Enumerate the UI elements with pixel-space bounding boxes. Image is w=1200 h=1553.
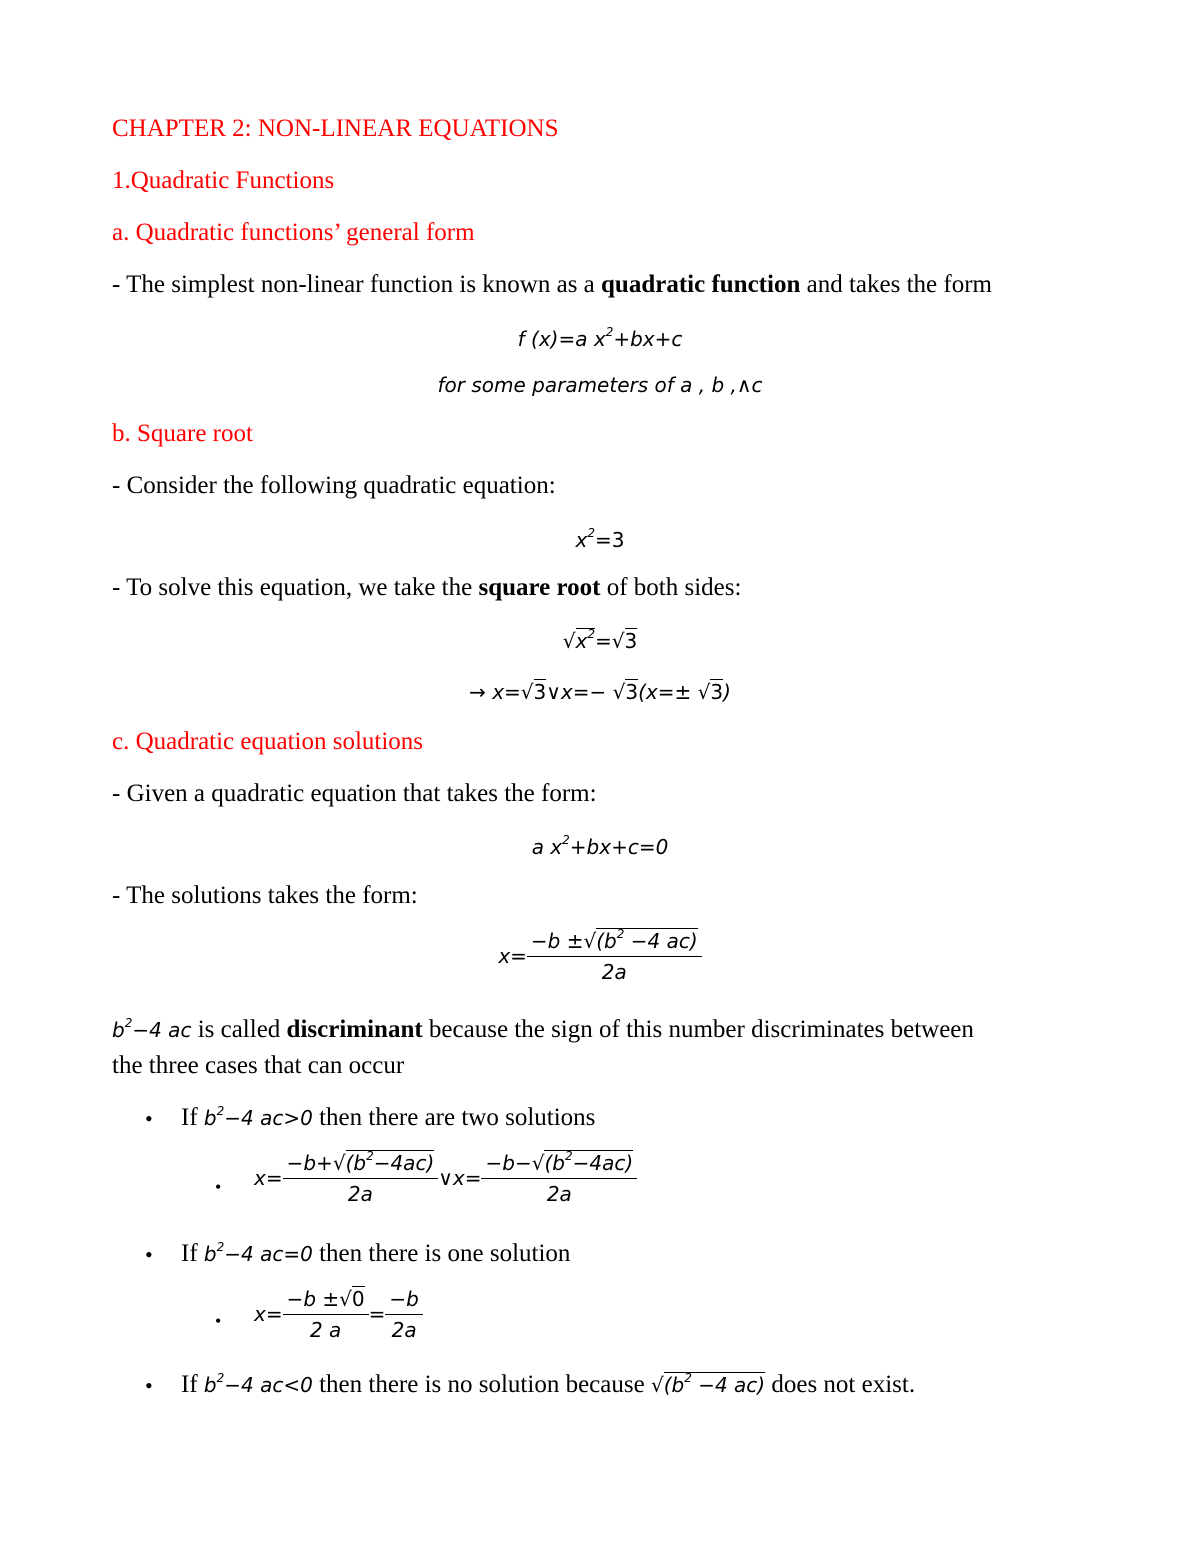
exponent: 2 <box>587 627 595 642</box>
eq-part: x= <box>254 1302 283 1326</box>
exponent: 2 <box>605 325 614 340</box>
eq-part: 0 <box>351 1287 365 1311</box>
fraction <box>283 1150 439 1206</box>
eq-part: −4 ac<0 <box>224 1373 313 1397</box>
denominator: 2a <box>546 1182 572 1206</box>
equation-sqrt-both-sides <box>0 626 1200 656</box>
condition <box>204 1242 313 1266</box>
quadratic-formula <box>0 928 1200 984</box>
bullet-icon: • <box>145 1242 153 1267</box>
eq-part: b <box>203 1373 217 1397</box>
denominator: 2 a <box>309 1318 342 1342</box>
radical-sign: √ <box>583 929 597 953</box>
radical-sign: √ <box>650 1373 664 1397</box>
numerator <box>481 1150 637 1179</box>
paragraph-discriminant-line2: the three cases that can occur <box>112 1052 405 1079</box>
case-two-solutions <box>181 1103 595 1133</box>
subheading-general-form: a. Quadratic functions’ general form <box>112 219 475 246</box>
fraction <box>527 928 702 984</box>
subheading-solutions: c. Quadratic equation solutions <box>112 728 424 755</box>
eq-part: 3 <box>625 680 639 704</box>
text: If <box>181 1371 204 1398</box>
numerator: −b <box>385 1286 422 1315</box>
eq-part: 3 <box>533 680 547 704</box>
case-no-solution <box>181 1370 915 1400</box>
text: then there are two solutions <box>312 1104 596 1131</box>
discriminant-expr <box>112 1018 191 1042</box>
bold-term: quadratic function <box>601 271 801 298</box>
eq-part: x= <box>254 1166 283 1190</box>
eq-part: =3 <box>595 528 625 552</box>
eq-part: −b ± <box>286 1287 340 1311</box>
bold-term: square root <box>478 574 601 601</box>
exponent: 2 <box>216 1104 225 1119</box>
equation-standard-form <box>0 832 1200 862</box>
eq-part: −4ac) <box>373 1151 435 1175</box>
exponent: 2 <box>587 526 595 541</box>
paragraph-simplest-function <box>112 270 992 300</box>
denominator: 2a <box>601 960 627 984</box>
eq-part: +bx+c=0 <box>569 835 669 859</box>
text: is called <box>191 1016 287 1043</box>
eq-part: 3 <box>710 680 724 704</box>
radical-sign: √ <box>339 1287 352 1311</box>
bullet-icon: • <box>145 1106 153 1131</box>
fraction <box>385 1286 422 1342</box>
eq-part: = <box>368 1302 386 1326</box>
text: If <box>181 1240 204 1267</box>
exponent: 2 <box>564 1149 573 1164</box>
eq-part: −4 ac <box>132 1018 192 1042</box>
radical-sign: √ <box>612 680 626 704</box>
equation-general-form <box>0 324 1200 354</box>
numerator <box>527 928 702 957</box>
exponent: 2 <box>366 1149 374 1164</box>
radical-sign: √ <box>697 680 711 704</box>
radical-sign: √ <box>520 680 534 704</box>
eq-part: (b <box>596 929 617 953</box>
eq-part: −4 ac) <box>691 1373 766 1397</box>
eq-part: x <box>575 629 588 653</box>
exponent: 2 <box>616 927 625 942</box>
section-heading-quadratic-functions: 1.Quadratic Functions <box>112 167 335 194</box>
exponent: 2 <box>216 1240 225 1255</box>
eq-part: b <box>112 1018 125 1042</box>
exponent: 2 <box>216 1371 225 1386</box>
eq-part: a x <box>575 327 606 351</box>
numerator <box>283 1286 369 1315</box>
case-one-solution <box>181 1239 570 1269</box>
paragraph-consider: - Consider the following quadratic equation: <box>112 472 556 499</box>
text: - To solve this equation, we take the <box>112 574 479 601</box>
eq-part: −4 ac>0 <box>224 1106 313 1130</box>
condition <box>204 1373 313 1397</box>
eq-part: −4ac) <box>572 1151 634 1175</box>
paragraph-take-square-root <box>112 573 741 603</box>
bold-term: discriminant <box>286 1016 423 1043</box>
eq-part: (b <box>544 1151 565 1175</box>
text: - The simplest non-linear function is known as a <box>112 271 602 298</box>
eq-part: 3 <box>624 629 638 653</box>
arrow: → <box>469 680 493 704</box>
case-one-solution-formula <box>254 1286 423 1342</box>
eq-part: b <box>203 1242 217 1266</box>
chapter-title: CHAPTER 2: NON-LINEAR EQUATIONS <box>112 115 559 142</box>
eq-part: = <box>594 629 612 653</box>
text: of both sides: <box>600 574 742 601</box>
bullet-icon: • <box>215 1177 222 1197</box>
eq-part: +bx+c <box>613 327 683 351</box>
radical-sign: √ <box>531 1151 545 1175</box>
eq-part: x <box>575 528 588 552</box>
exponent: 2 <box>562 833 570 848</box>
denominator: 2a <box>347 1182 373 1206</box>
text: then there is one solution <box>312 1240 571 1267</box>
equation-solutions-sqrt3 <box>0 677 1200 707</box>
paragraph-given-equation: - Given a quadratic equation that takes the form: <box>112 780 597 807</box>
equation-parameters: for some parameters of a , b ,∧c <box>437 373 763 397</box>
eq-part: −4 ac) <box>624 929 698 953</box>
eq-part: ∨x=− <box>546 680 613 704</box>
eq-part: −4 ac=0 <box>224 1242 313 1266</box>
eq-part: x= <box>492 680 521 704</box>
eq-part: −b− <box>485 1151 532 1175</box>
numerator <box>283 1150 439 1179</box>
eq-part: (b <box>345 1151 367 1175</box>
eq-part: −b+ <box>286 1151 333 1175</box>
denominator: 2a <box>391 1318 417 1342</box>
radical-expression <box>651 1373 765 1397</box>
radical-sign: √ <box>562 629 576 653</box>
text: If <box>181 1104 204 1131</box>
eq-part: b <box>203 1106 217 1130</box>
radical-sign: √ <box>332 1151 346 1175</box>
bullet-icon: • <box>145 1373 153 1398</box>
exponent: 2 <box>684 1371 692 1386</box>
eq-part: (b <box>663 1373 685 1397</box>
paragraph-solutions-form: - The solutions takes the form: <box>112 882 418 909</box>
eq-part: ) <box>723 680 731 704</box>
radical-sign: √ <box>611 629 625 653</box>
eq-part: ∨x= <box>438 1166 482 1190</box>
eq-part: x= <box>498 944 527 968</box>
exponent: 2 <box>124 1016 133 1031</box>
text: does not exist. <box>765 1371 916 1398</box>
text: because the sign of this number discriminates between <box>422 1016 974 1043</box>
eq-part: (x=± <box>638 680 698 704</box>
eq-part: −b ± <box>530 929 584 953</box>
case-two-solutions-formula <box>254 1150 637 1206</box>
eq-part: a x <box>531 835 563 859</box>
equation-x-squared <box>0 525 1200 555</box>
condition <box>204 1106 313 1130</box>
fraction <box>283 1286 369 1342</box>
text: and takes the form <box>800 271 992 298</box>
eq-part: f (x)= <box>517 327 576 351</box>
bullet-icon: • <box>215 1311 222 1331</box>
text: then there is no solution because <box>312 1371 651 1398</box>
paragraph-discriminant <box>112 1015 974 1045</box>
subheading-square-root: b. Square root <box>112 420 253 447</box>
fraction <box>481 1150 637 1206</box>
